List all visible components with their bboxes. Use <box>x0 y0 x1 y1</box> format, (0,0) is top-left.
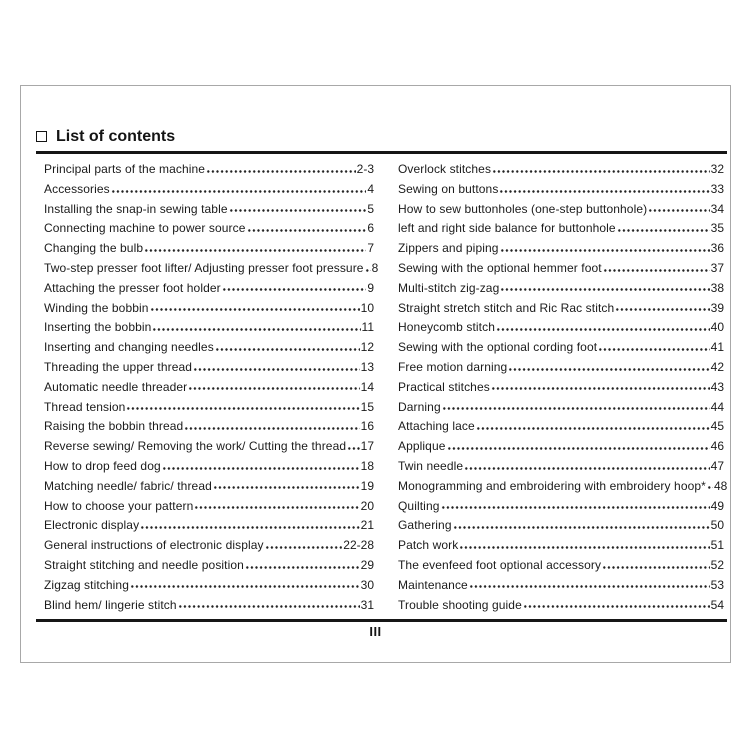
toc-entry <box>398 180 724 200</box>
toc-leader-dots <box>648 200 709 220</box>
toc-entry-page: 31 <box>360 597 374 612</box>
toc-entry-label: Principal parts of the machine <box>44 162 206 176</box>
toc-entry <box>44 338 374 358</box>
toc-entry <box>44 279 374 299</box>
toc-entry <box>44 259 379 279</box>
toc-entry-page: 11 <box>361 320 374 335</box>
toc-entry <box>398 318 724 338</box>
toc-entry-label: Automatic needle threader <box>44 379 188 394</box>
toc-leader-dots <box>162 457 360 477</box>
toc-entry <box>44 180 374 200</box>
toc-leader-dots <box>213 477 360 497</box>
toc-entry <box>398 378 724 398</box>
toc-entry-label: Darning <box>398 399 441 414</box>
toc-entry-label: Winding the bobbin <box>44 300 149 315</box>
toc-entry-label: Zigzag stitching <box>44 577 129 592</box>
toc-leader-dots <box>215 338 360 358</box>
toc-entry-page: 16 <box>360 419 374 434</box>
toc-leader-dots <box>615 299 709 319</box>
toc-entry <box>44 417 374 437</box>
toc-leader-dots <box>500 239 710 259</box>
toc-entry-label: Multi-stitch zig-zag <box>398 280 500 295</box>
toc-leader-dots <box>476 417 710 437</box>
toc-leader-dots <box>194 497 359 517</box>
toc-entry-page: 51 <box>710 538 724 553</box>
toc-leader-dots <box>140 516 359 536</box>
toc-leader-dots <box>184 417 359 437</box>
toc-entry-label: Maintenance <box>398 577 468 592</box>
page-title-text: List of contents <box>56 128 176 145</box>
toc-entry-label: Blind hem/ lingerie stitch <box>44 597 177 612</box>
toc-entry <box>44 160 374 180</box>
toc-entry-label: Thread tension <box>44 399 126 414</box>
toc-entry-label: Straight stretch stitch and Ric Rac stitch <box>398 300 615 315</box>
toc-leader-dots <box>447 437 710 457</box>
toc-entry <box>398 299 724 319</box>
toc-entry <box>44 398 374 418</box>
toc-column-right <box>398 160 728 615</box>
toc-leader-dots <box>602 556 710 576</box>
toc-entry <box>44 596 374 616</box>
toc-entry-page: 49 <box>710 498 724 513</box>
toc-entry-label: How to sew buttonholes (one-step buttonhole) <box>398 201 648 216</box>
toc-entry-label: Installing the snap-in sewing table <box>44 201 228 216</box>
toc-entry-label: Raising the bobbin thread <box>44 419 184 434</box>
toc-entry-label: Sewing with the optional hemmer foot <box>398 260 602 275</box>
toc-leader-dots <box>222 279 367 299</box>
toc-entry-page: 14 <box>360 379 374 394</box>
page-number: III <box>369 624 382 639</box>
toc-leader-dots <box>206 160 356 180</box>
toc-leader-dots <box>500 279 709 299</box>
toc-entry-page: 33 <box>710 181 724 196</box>
toc-entry-page: 48 <box>713 478 728 493</box>
toc-entry-label: Threading the upper thread <box>44 359 193 374</box>
toc-entry <box>398 477 728 497</box>
toc-entry-page: 37 <box>710 260 724 275</box>
title-rule <box>36 151 727 154</box>
toc-leader-dots <box>464 457 709 477</box>
toc-leader-dots <box>126 398 359 418</box>
toc-entry-page: 45 <box>710 419 724 434</box>
toc-entry <box>44 477 374 497</box>
toc-entry-label: Accessories <box>44 181 110 196</box>
toc-entry <box>398 497 724 517</box>
toc-entry <box>44 576 374 596</box>
toc-entry-label: Reverse sewing/ Removing the work/ Cutting the thread <box>44 439 347 454</box>
toc-leader-dots <box>491 378 710 398</box>
toc-entry-page: 40 <box>710 320 724 335</box>
toc-entry-label: Matching needle/ fabric/ thread <box>44 478 212 493</box>
toc-entry-page: 50 <box>710 518 724 533</box>
toc-entry <box>44 457 374 477</box>
toc-entry <box>398 259 724 279</box>
toc-entry-label: Inserting and changing needles <box>44 340 214 355</box>
toc-entry-label: Overlock stitches <box>398 162 492 176</box>
page-title <box>36 128 727 146</box>
toc-entry-page: 30 <box>360 577 374 592</box>
toc-entry-page: 6 <box>367 221 374 236</box>
toc-entry <box>398 457 724 477</box>
toc-entry-label: Gathering <box>398 518 452 533</box>
toc-entry <box>398 516 724 536</box>
toc-entry-page: 39 <box>710 300 724 315</box>
toc-leader-dots <box>247 219 367 239</box>
toc-entry <box>398 556 724 576</box>
toc-entry-label: Patch work <box>398 538 459 553</box>
toc-leader-dots <box>178 596 360 616</box>
toc-entry-label: Monogramming and embroidering with embroidery hoop* <box>398 478 706 493</box>
toc-entry-label: The evenfeed foot optional accessory <box>398 557 602 572</box>
toc-leader-dots <box>152 318 360 338</box>
toc-leader-dots <box>459 536 709 556</box>
toc-entry-page: 19 <box>360 478 374 493</box>
toc-entry-page: 38 <box>710 280 724 295</box>
toc-entry <box>44 437 374 457</box>
toc-entry-label: Changing the bulb <box>44 241 144 256</box>
toc-entry <box>398 239 724 259</box>
toc-entry <box>398 398 724 418</box>
toc-leader-dots <box>508 358 709 378</box>
toc-entry-label: Twin needle <box>398 458 464 473</box>
toc-leader-dots <box>523 596 710 616</box>
toc-entry <box>44 299 374 319</box>
toc-entry <box>44 358 374 378</box>
toc-entry-label: Attaching lace <box>398 419 475 434</box>
toc-entry-page: 36 <box>710 241 724 256</box>
toc-entry <box>398 279 724 299</box>
toc-leader-dots <box>707 477 713 497</box>
toc-leader-dots <box>150 299 360 319</box>
page-header <box>36 128 727 154</box>
toc-leader-dots <box>111 180 367 200</box>
toc-entry-page: 32 <box>710 162 724 176</box>
toc-entry-page: 20 <box>360 498 374 513</box>
toc-entry-page: 53 <box>710 577 724 592</box>
toc-leader-dots <box>617 219 710 239</box>
toc-entry-page: 2-3 <box>356 162 374 176</box>
toc-entry-page: 13 <box>360 359 374 374</box>
toc-entry <box>398 200 724 220</box>
toc-entry-page: 21 <box>360 518 374 533</box>
toc-entry-page: 35 <box>710 221 724 236</box>
toc-leader-dots <box>492 160 710 180</box>
toc-entry-label: Inserting the bobbin <box>44 320 152 335</box>
toc-entry <box>398 417 724 437</box>
toc-entry-page: 52 <box>710 557 724 572</box>
toc-entry-label: Trouble shooting guide <box>398 597 522 612</box>
toc-leader-dots <box>130 576 360 596</box>
toc-entry-page: 9 <box>367 280 374 295</box>
toc-leader-dots <box>347 437 360 457</box>
toc-leader-dots <box>144 239 366 259</box>
toc-entry-page: 17 <box>360 439 374 454</box>
toc-leader-dots <box>499 180 709 200</box>
toc-entry-page: 10 <box>360 300 374 315</box>
toc-leader-dots <box>442 398 710 418</box>
toc-entry-label: Connecting machine to power source <box>44 221 246 236</box>
toc-entry-page: 12 <box>360 340 374 355</box>
toc-entry-page: 7 <box>367 241 374 256</box>
toc-entry-page: 5 <box>367 201 374 216</box>
toc-entry <box>44 536 374 556</box>
toc-column-left <box>44 160 379 615</box>
toc-entry-label: Zippers and piping <box>398 241 499 256</box>
toc-leader-dots <box>265 536 343 556</box>
toc-entry-label: Quilting <box>398 498 440 513</box>
toc-leader-dots <box>453 516 710 536</box>
toc-leader-dots <box>469 576 710 596</box>
manual-page <box>20 85 731 663</box>
footer-rule <box>36 619 727 622</box>
toc-entry <box>44 378 374 398</box>
toc-entry <box>398 576 724 596</box>
toc-entry-page: 29 <box>360 557 374 572</box>
toc-leader-dots <box>188 378 359 398</box>
toc-entry <box>398 160 724 180</box>
toc-leader-dots <box>496 318 710 338</box>
toc-entry-label: Electronic display <box>44 518 140 533</box>
toc-entry <box>44 239 374 259</box>
toc-entry-page: 47 <box>710 458 724 473</box>
toc-leader-dots <box>365 259 371 279</box>
toc-entry-page: 8 <box>371 260 379 275</box>
toc-entry-label: Practical stitches <box>398 379 490 394</box>
toc-entry-page: 18 <box>360 458 374 473</box>
toc-entry-label: Applique <box>398 439 446 454</box>
toc-entry-label: Sewing with the optional cording foot <box>398 340 598 355</box>
toc-entry-page: 42 <box>710 359 724 374</box>
toc-entry-page: 34 <box>710 201 724 216</box>
toc-leader-dots <box>229 200 367 220</box>
toc-leader-dots <box>603 259 710 279</box>
toc-columns <box>44 160 728 615</box>
toc-entry <box>44 318 374 338</box>
toc-entry-label: Sewing on buttons <box>398 181 499 196</box>
toc-entry-label: Attaching the presser foot holder <box>44 280 221 295</box>
toc-entry <box>44 200 374 220</box>
toc-entry-page: 44 <box>710 399 724 414</box>
toc-leader-dots <box>193 358 360 378</box>
toc-entry <box>44 516 374 536</box>
toc-entry <box>44 497 374 517</box>
toc-entry <box>398 358 724 378</box>
toc-leader-dots <box>245 556 360 576</box>
toc-entry <box>398 596 724 616</box>
toc-entry-label: How to choose your pattern <box>44 498 194 513</box>
toc-entry-label: left and right side balance for buttonhole <box>398 221 616 236</box>
toc-entry <box>398 219 724 239</box>
toc-entry <box>44 219 374 239</box>
toc-entry-page: 15 <box>360 399 374 414</box>
toc-entry-page: 4 <box>367 181 374 196</box>
toc-entry <box>44 556 374 576</box>
toc-entry-page: 54 <box>710 597 724 612</box>
toc-entry-label: Honeycomb stitch <box>398 320 495 335</box>
toc-leader-dots <box>441 497 710 517</box>
checkbox-icon <box>36 131 47 142</box>
toc-entry-page: 46 <box>710 439 724 454</box>
toc-entry-label: Two-step presser foot lifter/ Adjusting presser foot pressure <box>44 260 364 275</box>
toc-entry <box>398 338 724 358</box>
toc-entry-page: 43 <box>710 379 724 394</box>
toc-leader-dots <box>598 338 709 358</box>
toc-entry-page: 22-28 <box>343 538 374 553</box>
toc-entry-page: 41 <box>710 340 724 355</box>
toc-entry-label: How to drop feed dog <box>44 458 161 473</box>
toc-entry <box>398 437 724 457</box>
toc-entry-label: Free motion darning <box>398 359 508 374</box>
toc-entry <box>398 536 724 556</box>
toc-entry-label: Straight stitching and needle position <box>44 557 244 572</box>
toc-entry-label: General instructions of electronic display <box>44 538 264 553</box>
